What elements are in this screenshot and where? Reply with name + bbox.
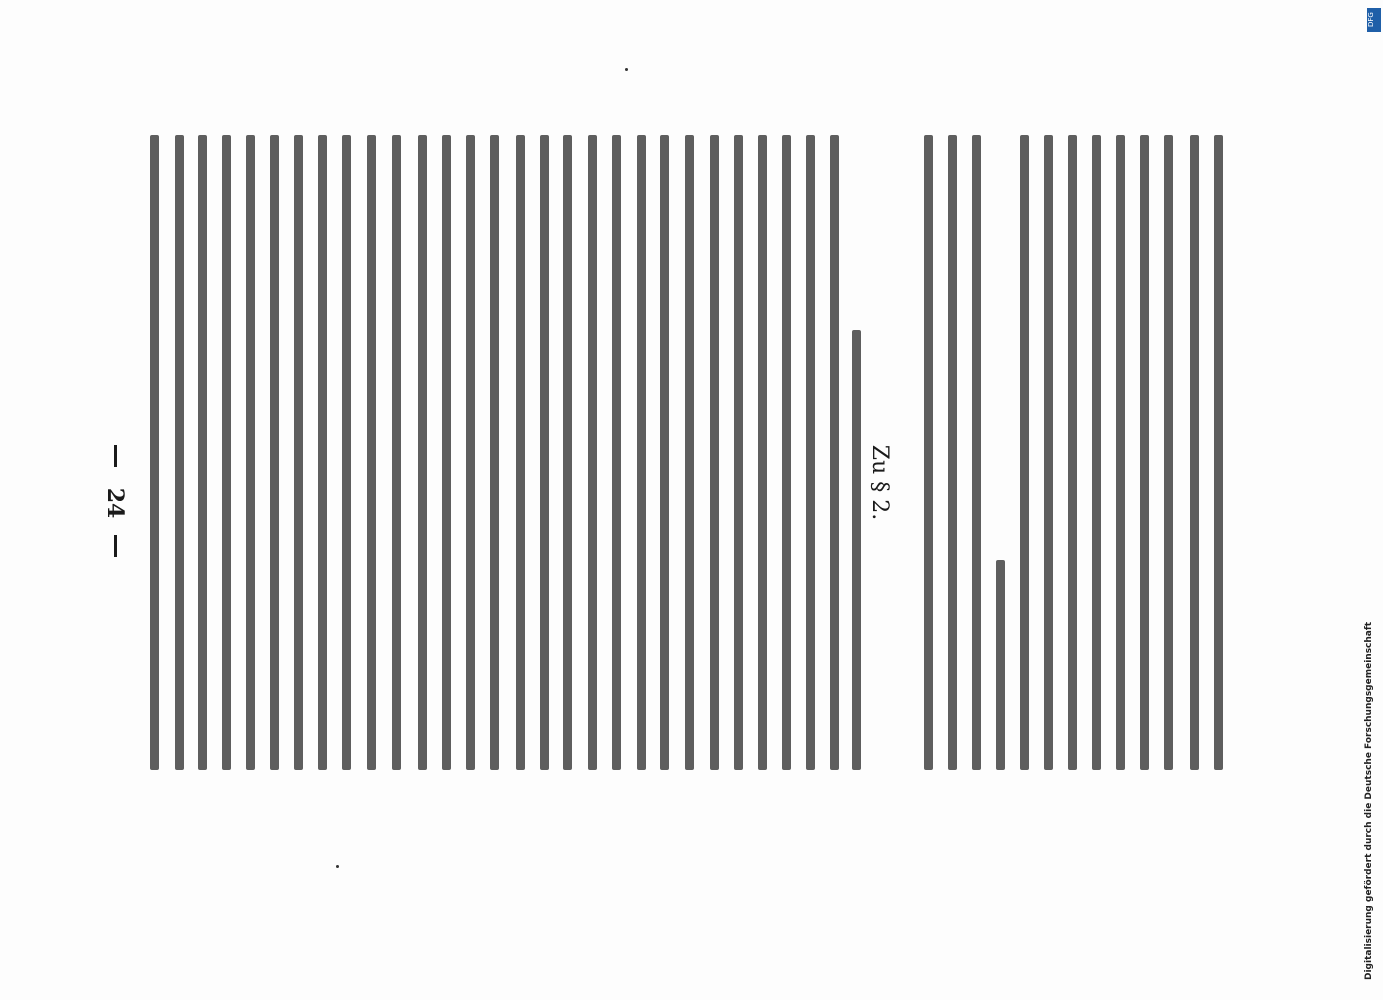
text-line xyxy=(830,135,839,770)
text-line xyxy=(442,135,451,770)
text-line xyxy=(1116,135,1125,770)
digitization-credit: Digitalisierung gefördert durch die Deutsche Forschungsgemeinschaft xyxy=(1364,621,1374,980)
text-line xyxy=(198,135,207,770)
text-line xyxy=(418,135,427,770)
text-line xyxy=(466,135,475,770)
text-line xyxy=(222,135,231,770)
text-line xyxy=(806,135,815,770)
page-number-dash-left xyxy=(114,445,117,467)
section-heading: Zu § 2. xyxy=(867,444,893,521)
text-line xyxy=(342,135,351,770)
text-line xyxy=(490,135,499,770)
text-line xyxy=(612,135,621,770)
text-line xyxy=(1092,135,1101,770)
scan-speck xyxy=(625,68,628,71)
text-line xyxy=(1214,135,1223,770)
text-line xyxy=(924,135,933,770)
text-line xyxy=(1020,135,1029,770)
text-line xyxy=(972,135,981,770)
page-number-dash-right xyxy=(114,535,117,557)
text-line xyxy=(1164,135,1173,770)
text-line xyxy=(270,135,279,770)
text-line xyxy=(367,135,376,770)
text-line xyxy=(996,560,1005,770)
page-number: 24 xyxy=(102,487,128,519)
text-line xyxy=(1190,135,1199,770)
text-line xyxy=(294,135,303,770)
text-line xyxy=(150,135,159,770)
text-line xyxy=(246,135,255,770)
text-line xyxy=(852,330,861,770)
text-line xyxy=(710,135,719,770)
scan-speck xyxy=(336,865,339,868)
text-line xyxy=(685,135,694,770)
text-line xyxy=(318,135,327,770)
text-line xyxy=(588,135,597,770)
text-line xyxy=(392,135,401,770)
dfg-logo: DFG xyxy=(1367,8,1381,32)
text-line xyxy=(1068,135,1077,770)
text-line xyxy=(175,135,184,770)
text-line xyxy=(540,135,549,770)
text-line xyxy=(782,135,791,770)
text-line xyxy=(734,135,743,770)
text-line xyxy=(758,135,767,770)
text-line xyxy=(1140,135,1149,770)
text-line xyxy=(516,135,525,770)
text-line xyxy=(563,135,572,770)
text-line xyxy=(660,135,669,770)
text-line xyxy=(948,135,957,770)
text-line xyxy=(637,135,646,770)
text-line xyxy=(1044,135,1053,770)
